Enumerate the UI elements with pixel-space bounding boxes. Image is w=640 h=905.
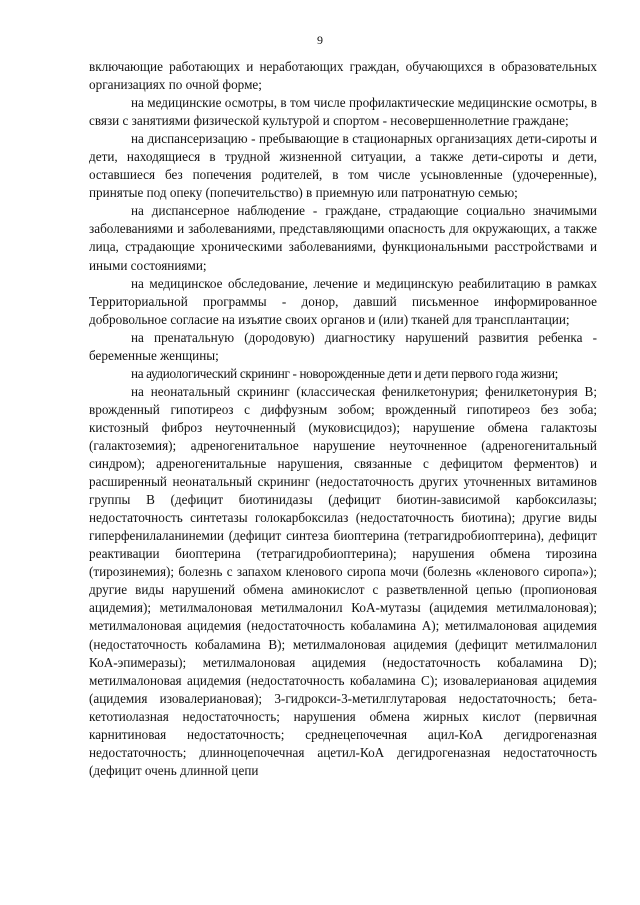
- paragraph-dispensary-observation: на диспансерное наблюдение - граждане, страдающие социально значимыми заболеваниями и заболеваниями, представляющими опасность для окружающих, а также лица, страдающие хроническими заболеваниями, функциональными расстройствами и иными состояниями;: [89, 203, 597, 273]
- paragraph-continuation: включающие работающих и неработающих граждан, обучающихся в образовательных организациях по очной форме;: [89, 59, 597, 93]
- page-number: 9: [317, 33, 323, 47]
- paragraph-dispensarization: на диспансеризацию - пребывающие в стационарных организациях дети-сироты и дети, находящиеся в трудной жизненной ситуации, а также дети-сироты и дети, оставшиеся без попечения родителей, в том числе усыновленные (удочеренные), принятые под опеку (попечительство) в приемную или патронатную семью;: [89, 131, 597, 201]
- paragraph-audiological-screening: на аудиологический скрининг - новорожденные дети и дети первого года жизни;: [131, 365, 558, 381]
- paragraph-prenatal-diagnostics: на пренатальную (дородовую) диагностику нарушений развития ребенка - беременные женщины;: [89, 329, 597, 363]
- paragraph-medical-checkups: на медицинские осмотры, в том числе профилактические медицинские осмотры, в связи с занятиями физической культурой и спортом - несовершеннолетние граждане;: [89, 95, 597, 129]
- document-body: [89, 58, 597, 780]
- paragraph-donor-examination: на медицинское обследование, лечение и медицинскую реабилитацию в рамках Территориальной программы - донор, давший письменное информированное добровольное согласие на изъятие своих органов и (или) тканей для трансплантации;: [89, 275, 597, 327]
- paragraph-neonatal-screening: на неонатальный скрининг (классическая фенилкетонурия; фенилкетонурия B; врожденный гипотиреоз с диффузным зобом; врожденный гипотиреоз без зоба; кистозный фиброз неуточненный (муковисцидоз); нарушение обмена галактозы (галактоземия); адреногенитальное нарушение неуточненное (адреногенитальный синдром); адреногенитальные нарушения, связанные с дефицитом ферментов) и расширенный неонатальный скрининг (недостаточность других уточненных витаминов группы B (дефицит биотинидазы (дефицит биотин-зависимой карбоксилазы; недостаточность синтетазы голокарбоксилаз (недостаточность биотина); другие виды гиперфенилаланинемии (дефицит синтеза биоптерина (тетрагидробиоптерина), дефицит реактивации биоптерина (тетрагидробиоптерина); нарушения обмена тирозина (тирозинемия); болезнь с запахом кленового сиропа мочи (болезнь «кленового сиропа»); другие виды нарушений обмена аминокислот с разветвленной цепью (пропионовая ацидемия); метилмалоновая метилмалонил КоА-мутазы (ацидемия метилмалоновая); метилмалоновая ацидемия (недостаточность кобаламина A); метилмалоновая ацидемия (недостаточность кобаламина B); метилмалоновая ацидемия (дефицит метилмалонил КоА-эпимеразы); метилмалоновая ацидемия (недостаточность кобаламина D); метилмалоновая ацидемия (недостаточность кобаламина C); изовалериановая ацидемия (ацидемия изовалериановая); 3-гидрокси-3-метилглутаровая недостаточность; бета-кетотиолазная недостаточность; нарушения обмена жирных кислот (первичная карнитиновая недостаточность; среднецепочечная ацил-КоА дегидрогеназная недостаточность; длинноцепочечная ацетил-КоА дегидрогеназная недостаточность (дефицит очень длинной цепи: [89, 383, 597, 778]
